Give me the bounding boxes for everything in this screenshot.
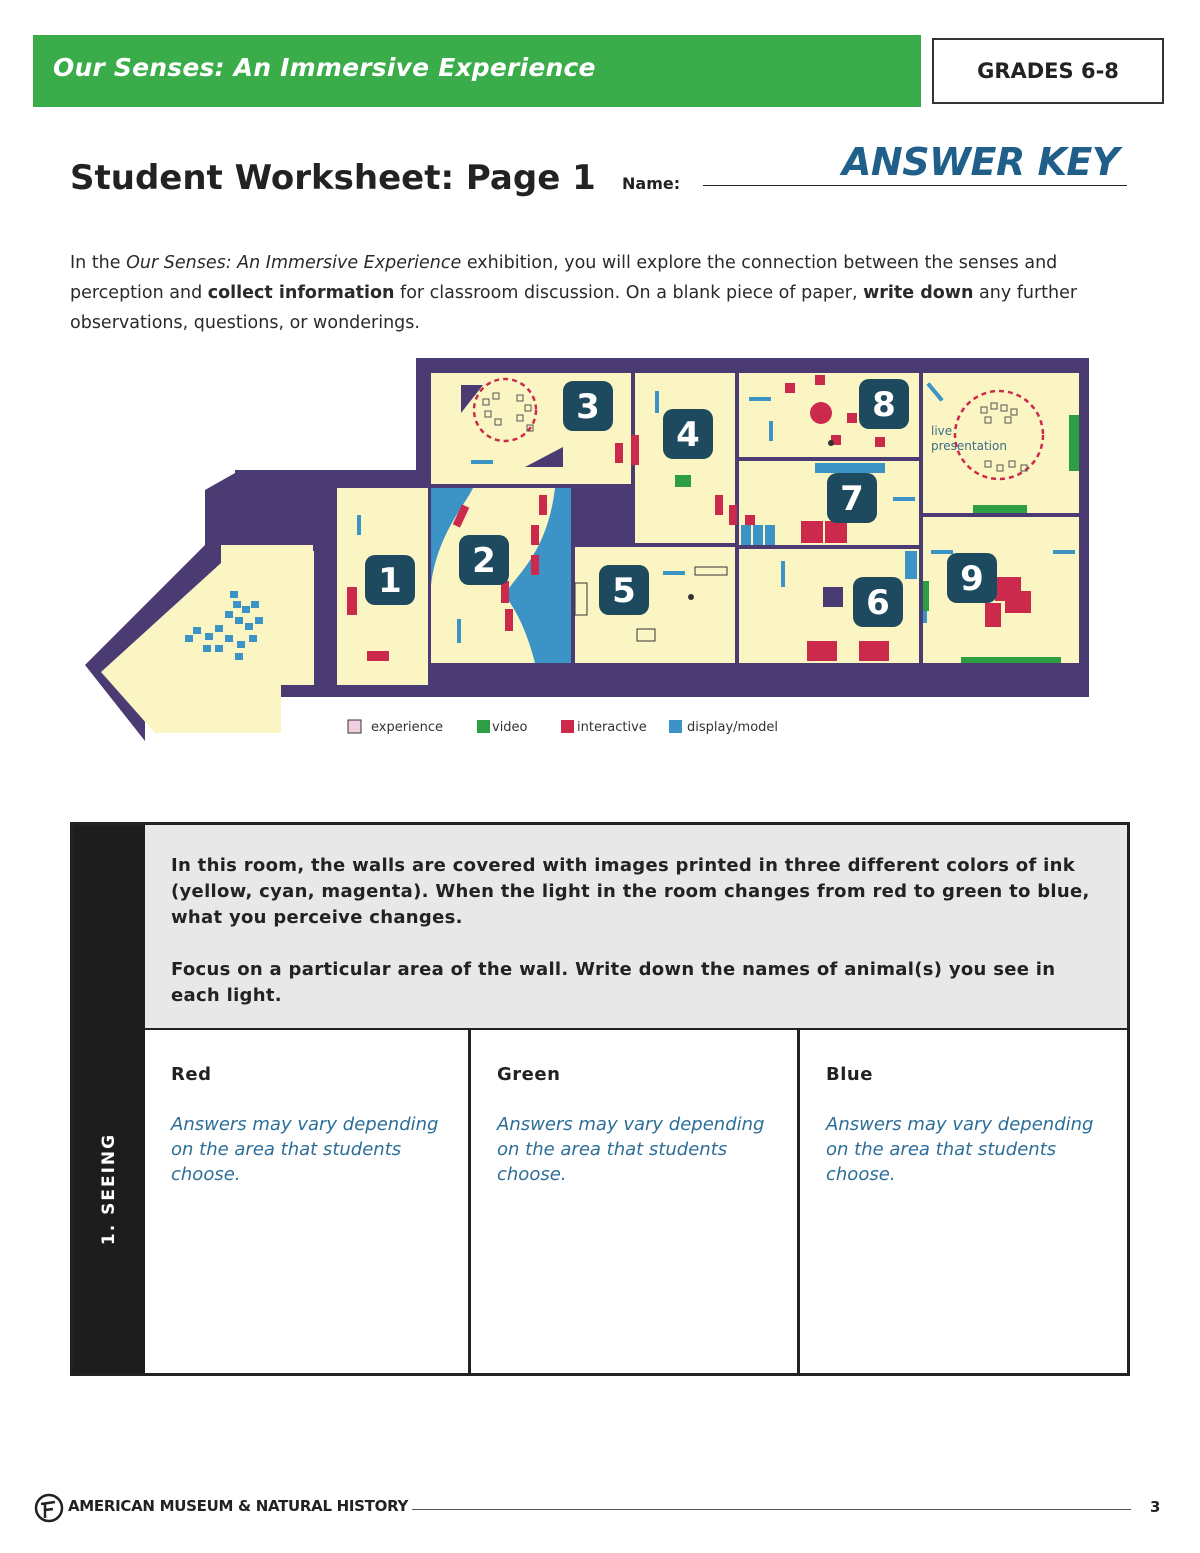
svg-text:4: 4 [676,415,700,455]
room-badge-1[interactable] [365,555,415,605]
room-badge-5[interactable] [599,565,649,615]
answer-key-label: ANSWER KEY [842,140,1119,184]
seeing-section [70,822,1130,1376]
column-answer-blue: Answers may vary depending on the area that students choose. [826,1114,1094,1185]
name-label: Name: [622,174,681,193]
grades-box: GRADES 6-8 [932,38,1164,104]
legend-label-display-model: display/model [687,720,779,735]
svg-text:6: 6 [866,583,890,623]
legend-label-video: video [492,720,528,735]
banner-title: Our Senses: An Immersive Experience [53,53,596,82]
amnh-logo-icon [33,1492,65,1524]
intro-text-4: any further observations, questions, or wonderings. [70,283,1078,333]
column-answer-green: Answers may vary depending on the area that students choose. [497,1114,765,1185]
page-number: 3 [1150,1498,1161,1516]
column-heading-green: Green [497,1064,561,1085]
question-text [171,853,1101,1035]
intro-exhibition-name: Our Senses: An Immersive Experience [126,253,462,273]
intro-text-2: exhibition, you will explore the connection between the senses and perception and [70,253,1058,303]
room-badge-2[interactable] [459,535,509,585]
footer-divider [412,1509,1131,1510]
room-badge-3[interactable] [563,381,613,431]
answer-column-blue[interactable] [800,1030,1127,1373]
room-badge-7[interactable] [827,473,877,523]
room-badge-9[interactable] [947,553,997,603]
legend-swatch-display-model [669,720,682,733]
svg-text:7: 7 [840,479,864,519]
question-paragraph-1: In this room, the walls are covered with images printed in three different colors of ink (yellow, cyan, magenta). When the light in the room changes from red to green to blue, what you perceive changes. [171,855,1090,928]
legend-swatch-experience [348,720,361,733]
legend-label-interactive: interactive [577,720,647,735]
map-legend [348,720,778,735]
intro-paragraph [70,248,1140,338]
answer-column-red[interactable] [145,1030,471,1373]
question-area [145,825,1127,1030]
room-badge-8[interactable] [859,379,909,429]
room-badge-4[interactable] [663,409,713,459]
column-heading-red: Red [171,1064,212,1085]
question-paragraph-2: Focus on a particular area of the wall. Write down the names of animal(s) you see in each light. [171,959,1056,1006]
header-banner [33,35,921,107]
svg-text:2: 2 [472,541,496,581]
map-live-label-2: presentation [931,439,1007,453]
intro-text-3: for classroom discussion. On a blank piece of paper, [394,283,864,303]
svg-text:3: 3 [576,387,600,427]
column-answer-red: Answers may vary depending on the area that students choose. [171,1114,439,1185]
exhibition-floor-map [85,355,1095,750]
intro-text-1: In the [70,253,127,273]
name-field-line[interactable] [703,185,1127,186]
legend-label-experience: experience [371,720,444,735]
svg-text:1: 1 [378,561,402,601]
legend-swatch-interactive [561,720,574,733]
section-label: 1. SEEING [99,1132,119,1246]
svg-text:5: 5 [612,571,636,611]
column-heading-blue: Blue [826,1064,873,1085]
answer-column-green[interactable] [471,1030,800,1373]
section-side-bar [73,825,145,1373]
worksheet-title: Student Worksheet: Page 1 [70,158,596,198]
room-badge-6[interactable] [853,577,903,627]
legend-swatch-video [477,720,490,733]
svg-text:8: 8 [872,385,896,425]
footer-org-name: AMERICAN MUSEUM & NATURAL HISTORY [68,1497,409,1515]
intro-bold-write: write down [863,283,974,303]
map-live-label-1: live [931,424,953,438]
svg-text:9: 9 [960,559,984,599]
intro-bold-collect: collect information [207,283,395,303]
